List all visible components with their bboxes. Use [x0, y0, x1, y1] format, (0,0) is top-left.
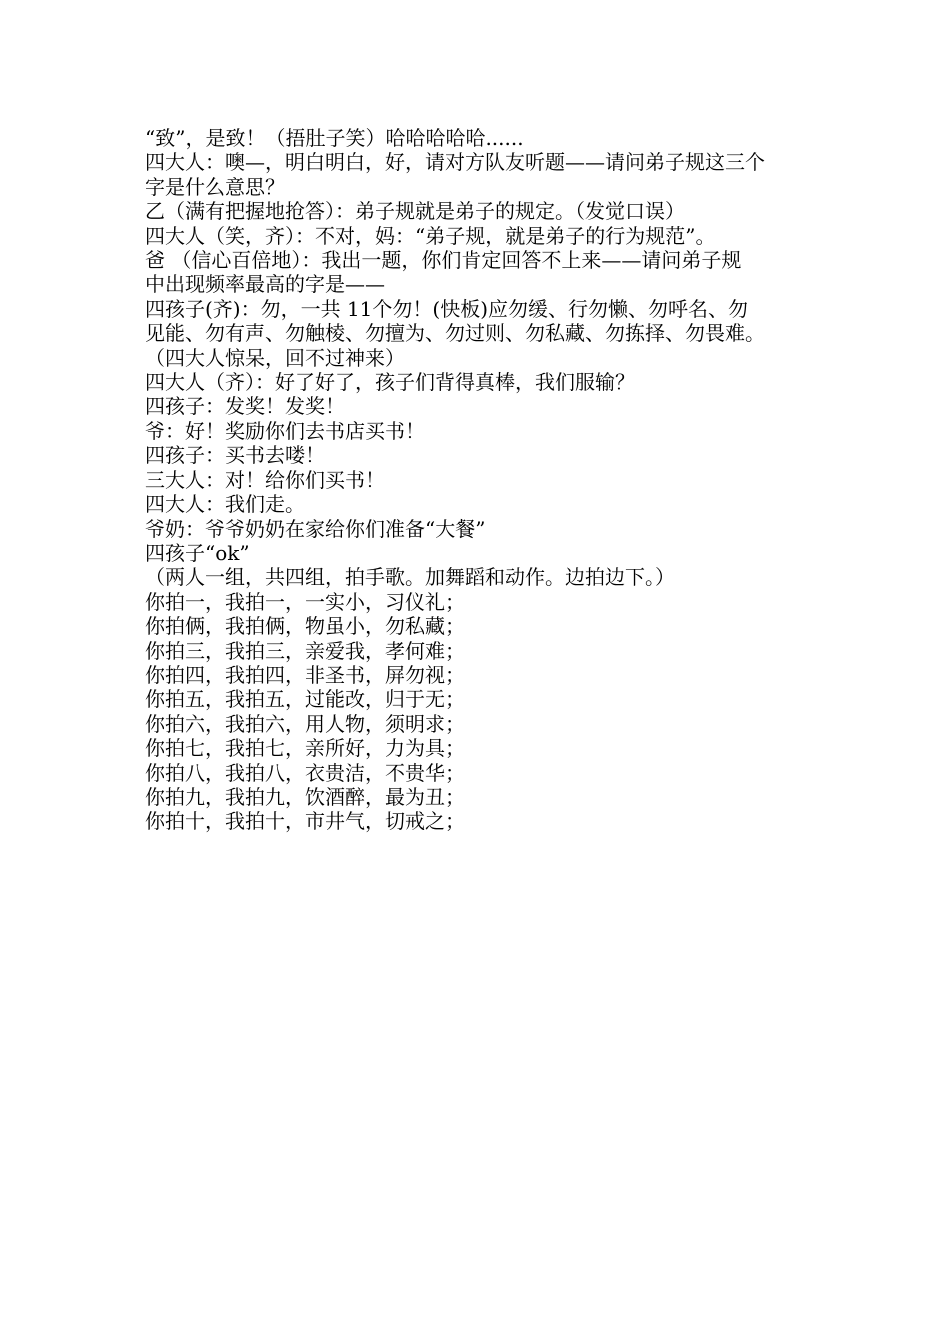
text-line: 四大人：噢—，明白明白，好，请对方队友听题——请问弟子规这三个: [145, 150, 765, 175]
text-line: 见能、勿有声、勿触棱、勿擅为、勿过则、勿私藏、勿拣择、勿畏难。: [145, 321, 765, 346]
document-body: [145, 126, 815, 834]
text-line: 四大人：我们走。: [145, 492, 305, 517]
text-line: 你拍一，我拍一，一实小，习仪礼；: [145, 589, 465, 614]
text-line: 你拍九，我拍九，饮酒醉，最为丑；: [145, 784, 465, 809]
text-line: 爷：好！奖励你们去书店买书！: [145, 418, 425, 443]
text-line: 四大人（齐）：好了好了，孩子们背得真棒，我们服输？: [145, 370, 635, 395]
text-line: 你拍六，我拍六，用人物，须明求；: [145, 711, 465, 736]
text-line: 字是什么意思？: [145, 174, 285, 199]
text-line: 四孩子：发奖！发奖！: [145, 394, 345, 419]
text-line: “致”，是致！（捂肚子笑）哈哈哈哈哈......: [145, 126, 524, 150]
text-line: 你拍俩，我拍俩，物虽小，勿私藏；: [145, 614, 465, 639]
text-line: 爸 （信心百倍地）：我出一题，你们肯定回答不上来——请问弟子规: [145, 248, 742, 273]
text-line: 你拍四，我拍四，非圣书，屏勿视；: [145, 662, 465, 687]
text-line: 四孩子(齐)：勿，一共 11个勿！(快板)应勿缓、行勿懒、勿呼名、勿: [145, 296, 749, 321]
text-line: 四大人（笑，齐）：不对，妈：“弟子规，就是弟子的行为规范”。: [145, 223, 716, 248]
text-line: 四孩子“ok”: [145, 540, 250, 565]
text-line: （四大人惊呆，回不过神来）: [145, 345, 405, 370]
text-line: 三大人：对！给你们买书！: [145, 467, 385, 492]
text-line: 你拍十，我拍十，市井气，切戒之；: [145, 809, 465, 834]
text-line: 你拍七，我拍七，亲所好，力为具；: [145, 736, 465, 761]
text-line: （两人一组，共四组，拍手歌。加舞蹈和动作。边拍边下。）: [145, 565, 675, 590]
text-line: 爷奶：爷爷奶奶在家给你们准备“大餐”: [145, 516, 486, 541]
text-line: 你拍三，我拍三，亲爱我，孝何难；: [145, 638, 465, 663]
text-line: 乙（满有把握地抢答）：弟子规就是弟子的规定。（发觉口误）: [145, 199, 685, 224]
text-line: 你拍八，我拍八，衣贵洁，不贵华；: [145, 760, 465, 785]
text-line: 中出现频率最高的字是——: [145, 272, 385, 297]
text-line: 你拍五，我拍五，过能改，归于无；: [145, 687, 465, 712]
text-line: 四孩子：买书去喽！: [145, 443, 325, 468]
